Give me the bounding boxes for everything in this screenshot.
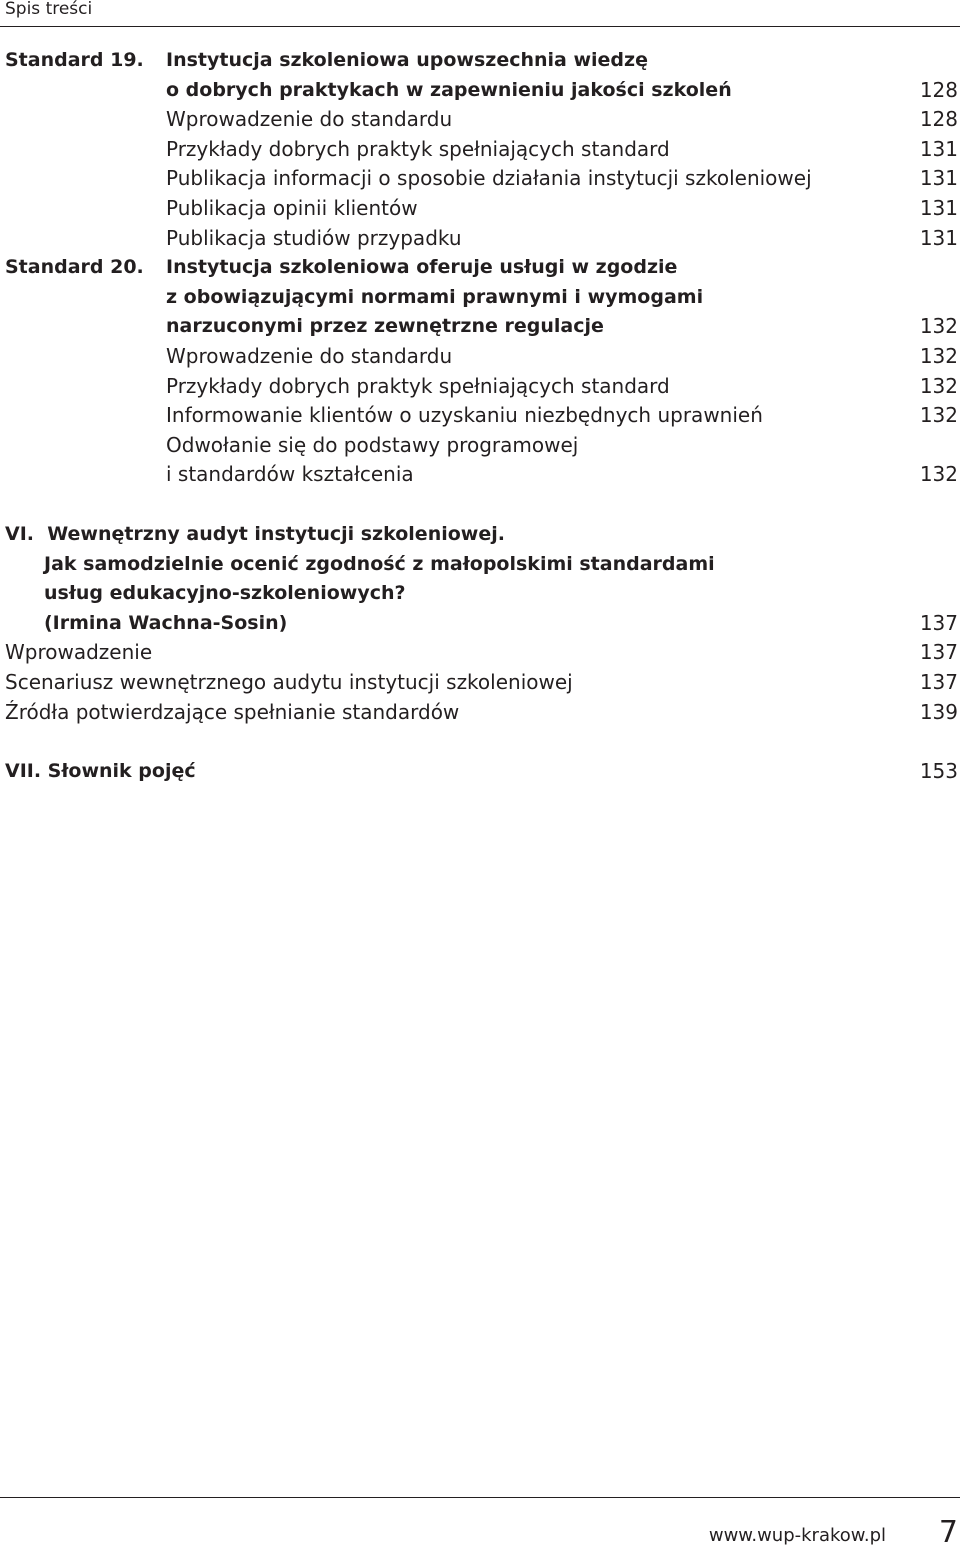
toc-entry[interactable] [0, 105, 960, 135]
entry-title: Źródła potwierdzające spełnianie standardów [5, 699, 460, 724]
toc-chapter[interactable] [0, 609, 960, 639]
page-number: 128 [919, 107, 958, 132]
page-number: 132 [919, 373, 958, 398]
toc-entry[interactable] [0, 224, 960, 254]
standard-label: Standard 20. [5, 256, 144, 279]
toc-chapter[interactable] [0, 757, 960, 787]
entry-title: Instytucja szkoleniowa oferuje usługi w zgodzie [166, 256, 678, 279]
page-number: 131 [919, 136, 958, 161]
entry-title: narzuconymi przez zewnętrzne regulacje [166, 315, 604, 338]
entry-title: Wprowadzenie do standardu [166, 107, 453, 132]
chapter-title: usług edukacyjno-szkoleniowych? [44, 582, 406, 605]
chapter-title: VII. Słownik pojęć [5, 760, 196, 782]
toc-entry[interactable] [0, 46, 960, 76]
toc-entry[interactable] [0, 638, 960, 668]
entry-title: Instytucja szkoleniowa upowszechnia wiedzę [166, 49, 648, 71]
toc-entry[interactable] [0, 698, 960, 728]
chapter-title: VI. Wewnętrzny audyt instytucji szkoleniowej. [5, 523, 505, 545]
entry-title: Publikacja informacji o sposobie działania instytucji szkoleniowej [166, 166, 812, 191]
header-title: Spis treści [5, 0, 93, 19]
toc-chapter[interactable] [0, 550, 960, 580]
page-number: 131 [919, 166, 958, 191]
toc-chapter[interactable] [0, 520, 960, 550]
entry-title: Wprowadzenie [5, 640, 153, 665]
entry-title: Przykłady dobrych praktyk spełniających standard [166, 373, 670, 398]
toc-entry[interactable] [0, 401, 960, 431]
page-number: 131 [919, 225, 958, 250]
entry-title: Scenariusz wewnętrznego audytu instytucji szkoleniowej [5, 670, 573, 694]
standard-label: Standard 19. [5, 49, 144, 71]
page-number: 128 [919, 77, 958, 102]
footer-page-number: 7 [938, 1515, 958, 1550]
entry-title: Publikacja studiów przypadku [166, 225, 462, 250]
toc-entry[interactable] [0, 253, 960, 283]
page-number: 139 [919, 699, 958, 724]
footer-url[interactable]: www.wup-krakow.pl [708, 1525, 886, 1546]
chapter-author: (Irmina Wachna-Sosin) [44, 611, 288, 634]
page-number: 153 [919, 759, 958, 783]
page-number: 132 [919, 314, 958, 339]
toc-entry[interactable] [0, 194, 960, 224]
entry-title: z obowiązującymi normami prawnymi i wymogami [166, 285, 704, 308]
page-number: 137 [919, 610, 958, 635]
entry-title: i standardów kształcenia [166, 462, 414, 487]
entry-title: Odwołanie się do podstawy programowej [166, 432, 579, 457]
page-number: 131 [919, 196, 958, 220]
toc-entry[interactable] [0, 668, 960, 698]
page-number: 132 [919, 403, 958, 428]
page-number: 137 [919, 670, 958, 694]
toc-entry[interactable] [0, 460, 960, 490]
toc-chapter[interactable] [0, 579, 960, 609]
page-header [0, 0, 960, 27]
toc-entry[interactable] [0, 164, 960, 194]
page-number: 137 [919, 640, 958, 665]
toc-entry[interactable] [0, 431, 960, 461]
toc-entry[interactable] [0, 283, 960, 313]
chapter-title: Jak samodzielnie ocenić zgodność z małopolskimi standardami [44, 552, 715, 575]
entry-title: Informowanie klientów o uzyskaniu niezbędnych uprawnień [166, 403, 763, 428]
toc-entry[interactable] [0, 76, 960, 106]
entry-title: Przykłady dobrych praktyk spełniających standard [166, 136, 670, 161]
toc-entry[interactable] [0, 372, 960, 402]
footer-divider [0, 1497, 960, 1498]
entry-title: Wprowadzenie do standardu [166, 344, 453, 368]
toc-entry[interactable] [0, 312, 960, 342]
entry-title: Publikacja opinii klientów [166, 196, 418, 220]
page-number: 132 [919, 344, 958, 368]
page-number: 132 [919, 462, 958, 487]
toc-entry[interactable] [0, 342, 960, 372]
toc-entry[interactable] [0, 135, 960, 165]
entry-title: o dobrych praktykach w zapewnieniu jakości szkoleń [166, 78, 732, 101]
